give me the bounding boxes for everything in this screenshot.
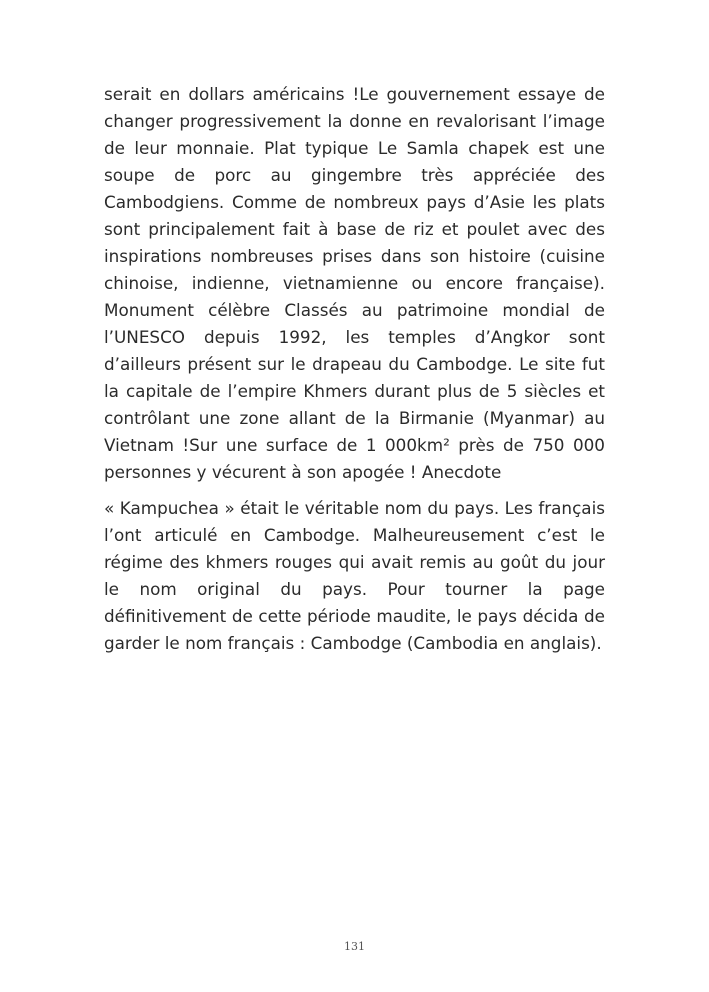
- page-number: 131: [344, 940, 365, 953]
- body-paragraph-kampuchea-anecdote: « Kampuchea » était le véritable nom du pays. Les français l’ont articulé en Cambodge. Malheureusement c’est le régime des khmers rouges qui avait remis au goût du jour le nom original du pays. Pour tourner la page définitivement de cette période maudite, le pays décida de garder le nom français : Cambodge (Cambodia en anglais).: [104, 498, 605, 653]
- body-paragraph-cambodia-culture: serait en dollars américains !Le gouvernement essaye de changer progressivement la donne en revalorisant l’image de leur monnaie. Plat typique Le Samla chapek est une soupe de porc au gingembre très appréciée des Cambodgiens. Comme de nombreux pays d’Asie les plats sont principalement fait à base de riz et poulet avec des inspirations nombreuses prises dans son histoire (cuisine chinoise, indienne, vietnamienne ou encore française). Monument célèbre Classés au patrimoine mondial de l’UNESCO depuis 1992, les temples d’Angkor sont d’ailleurs présent sur le drapeau du Cambodge. Le site fut la capitale de l’empire Khmers durant plus de 5 siècles et contrôlant une zone allant de la Birmanie (Myanmar) au Vietnam !Sur une surface de 1 000km² près de 750 000 personnes y vécurent à son apogée ! Anecdote: [104, 84, 605, 482]
